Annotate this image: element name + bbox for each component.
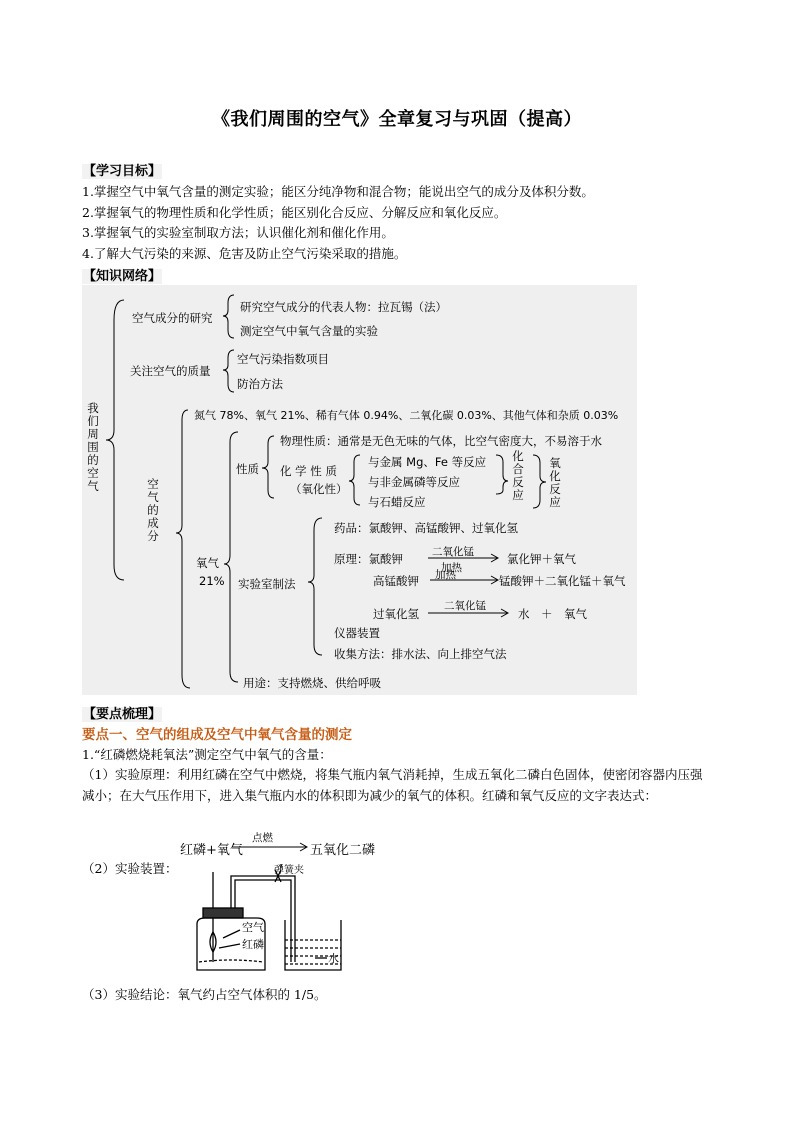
equation-left: 红磷+氧气 (180, 843, 243, 858)
goal-item: 1.掌握空气中氧气含量的测定实验；能区分纯净物和混合物；能说出空气的成分及体积分数。 (82, 184, 594, 199)
equation3-product: 水 ＋ 氧气 (518, 607, 587, 621)
label-red-phosphorus: 红磷 (242, 938, 264, 951)
combination-reaction: 化合反应 (512, 449, 524, 502)
reaction-nonmetal: 与非金属磷等反应 (368, 475, 460, 489)
equation-condition: 点燃 (252, 832, 273, 844)
oxidizing-note: （氧化性） (290, 482, 348, 496)
kmno4-label: 高锰酸钾 (373, 574, 419, 588)
equation-right: 五氧化二磷 (310, 843, 376, 858)
research-experiment: 测定空气中氧气含量的实验 (240, 324, 378, 338)
reaction-metal: 与金属 Mg、Fe 等反应 (368, 455, 487, 469)
quality-prevention: 防治方法 (237, 377, 283, 391)
research-label: 空气成分的研究 (132, 311, 213, 325)
physical-property: 物理性质：通常是无色无味的气体，比空气密度大，不易溶于水 (280, 434, 602, 448)
equation-arrow (232, 842, 308, 852)
goals-heading: 【学习目标】 (83, 164, 162, 179)
equation2-product: 锰酸钾＋二氧化锰＋氧气 (499, 574, 626, 588)
point1-item1: 1.“红磷燃烧耗氧法”测定空气中氧气的含量： (82, 747, 332, 762)
oxygen-percent: 21% (199, 574, 225, 588)
heat-label: 加热 (441, 562, 462, 574)
catalyst-label-2: 二氧化锰 (444, 600, 486, 612)
apparatus-label: （2）实验装置： (82, 861, 178, 876)
equation1-product: 氯化钾＋氧气 (507, 552, 576, 566)
chemical-property: 化 学 性 质 (280, 464, 337, 478)
quality-label: 关注空气的质量 (130, 364, 211, 378)
composition-list: 氮气 78%、氧气 21%、稀有气体 0.94%、二氧化碳 0.03%、其他气体和杂质 0.03% (194, 409, 619, 422)
goal-item: 2.掌握氧气的物理性质和化学性质；能区别化合反应、分解反应和氧化反应。 (82, 205, 507, 220)
label-air: 空气 (242, 921, 264, 934)
lab-drugs: 药品：氯酸钾、高锰酸钾、过氧化氢 (334, 521, 518, 535)
reaction-wax: 与石蜡反应 (368, 495, 426, 509)
point1-heading: 要点一、空气的组成及空气中氧气含量的测定 (82, 727, 352, 743)
h2o2-label: 过氧化氢 (373, 607, 419, 621)
oxygen-label: 氧气 (196, 556, 219, 570)
lab-collection: 收集方法：排水法、向上排空气法 (334, 647, 507, 661)
lab-apparatus: 仪器装置 (334, 626, 380, 640)
goal-item: 3.掌握氧气的实验室制取方法；认识催化剂和催化作用。 (82, 225, 394, 240)
lab-principle: 原理：氯酸钾 (334, 552, 403, 566)
research-person: 研究空气成分的代表人物：拉瓦锡（法） (240, 300, 447, 314)
heat-label-2: 加热 (435, 569, 456, 581)
quality-index: 空气污染指数项目 (237, 352, 329, 366)
lab-method-label: 实验室制法 (238, 577, 296, 591)
composition-label: 空气的成分 (147, 477, 159, 543)
network-heading: 【知识网络】 (83, 269, 162, 284)
page-title: 《我们周围的空气》全章复习与巩固（提高） (212, 109, 582, 130)
experiment-principle: （1）实验原理：利用红磷在空气中燃烧，将集气瓶内氧气消耗掉，生成五氧化二磷白色固体，使密闭容器内压强减小；在大气压作用下，进入集气瓶内水的体积即为减少的氧气的体积。红磷和氧气反应的文字表达式： (82, 767, 703, 803)
label-spring-clip: 弹簧夹 (274, 865, 304, 876)
property-label: 性质 (236, 462, 259, 476)
experiment-conclusion: （3）实验结论：氧气约占空气体积的 1/5。 (82, 987, 327, 1002)
root-label: 我们周围的空气 (87, 401, 99, 493)
goal-item: 4.了解大气污染的来源、危害及防止空气污染采取的措施。 (82, 246, 407, 261)
points-heading: 【要点梳理】 (83, 707, 162, 722)
catalyst-label: 二氧化锰 (432, 546, 474, 558)
oxidation-reaction: 氧化反应 (549, 456, 561, 509)
oxygen-usage: 用途：支持燃烧、供给呼吸 (243, 676, 381, 690)
label-water: 水 (328, 952, 339, 965)
